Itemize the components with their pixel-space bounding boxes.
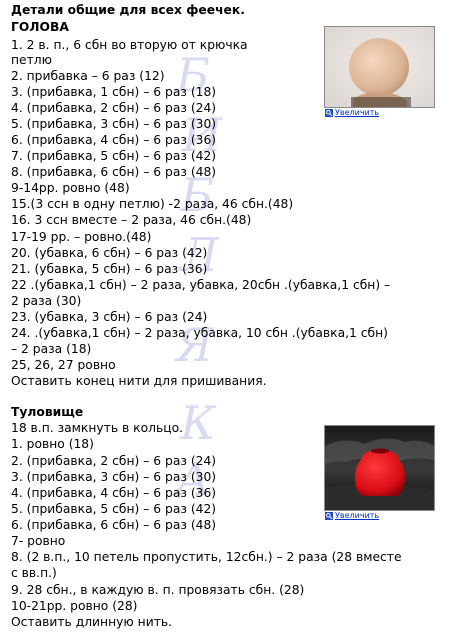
watermark-letter: Я — [176, 318, 214, 372]
text-line: 21. (убавка, 5 сбн) – 6 раз (36) — [11, 262, 208, 276]
doll-body-photo[interactable] — [324, 425, 435, 511]
text-line: 22 .(убавка,1 сбн) – 2 раза, убавка, 20сбн .(убавка,1 сбн) – — [11, 278, 391, 292]
text-line: 7. (прибавка, 5 сбн) – 6 раз (42) — [11, 149, 217, 163]
zoom-link-body[interactable] — [325, 511, 379, 520]
text-line: 18 в.п. замкнуть в кольцо. — [11, 421, 184, 435]
text-line: 4. (прибавка, 4 сбн) – 6 раз (36) — [11, 486, 217, 500]
text-line: 23. (убавка, 3 сбн) – 6 раз (24) — [11, 310, 208, 324]
document-title: Детали общие для всех феечек. — [11, 3, 245, 17]
text-line: 3. (прибавка, 1 сбн) – 6 раз (18) — [11, 85, 217, 99]
text-line: 1. ровно (18) — [11, 437, 94, 451]
watermark-letter: А — [176, 452, 211, 506]
text-line: 9. 28 сбн., в каждую в. п. провязать сбн. (28) — [11, 583, 305, 597]
zoom-label: Увеличить — [335, 511, 380, 520]
text-line: Оставить конец нити для пришивания. — [11, 374, 267, 388]
text-line: – 2 раза (18) — [11, 342, 92, 356]
text-line: 8. (2 в.п., 10 петель пропустить, 12сбн.) – 2 раза (28 вместе — [11, 550, 402, 564]
magnifier-icon — [325, 512, 333, 520]
text-line: 6. (прибавка, 6 сбн) – 6 раз (48) — [11, 518, 217, 532]
text-line: 10-21рр. ровно (28) — [11, 599, 138, 613]
text-line: 8. (прибавка, 6 сбн) – 6 раз (48) — [11, 165, 217, 179]
text-line: 2. прибавка – 6 раз (12) — [11, 69, 165, 83]
text-line: 3. (прибавка, 3 сбн) – 6 раз (30) — [11, 470, 217, 484]
text-line: 24. .(убавка,1 сбн) – 2 раза, убавка, 10 сбн .(убавка,1 сбн) — [11, 326, 388, 340]
text-line: 2. (прибавка, 2 сбн) – 6 раз (24) — [11, 454, 217, 468]
doll-head-photo[interactable] — [324, 26, 435, 108]
text-line: 2 раза (30) — [11, 294, 82, 308]
text-line: 1. 2 в. п., 6 сбн во вторую от крючка — [11, 38, 248, 52]
text-line: петлю — [11, 53, 52, 67]
text-line: 5. (прибавка, 5 сбн) – 6 раз (42) — [11, 502, 217, 516]
zoom-link-head[interactable] — [325, 108, 379, 117]
watermark-letter: Л — [180, 228, 219, 282]
doll-head-image — [325, 27, 434, 107]
text-line: 17-19 рр. – ровно.(48) — [11, 230, 152, 244]
magnifier-icon — [325, 109, 333, 117]
zoom-label: Увеличить — [335, 108, 380, 117]
watermark-letter: Б — [180, 168, 214, 222]
text-line: 4. (прибавка, 2 сбн) – 6 раз (24) — [11, 101, 217, 115]
doll-body-image — [325, 426, 434, 510]
text-line: с вв.п.) — [11, 566, 57, 580]
section-heading-body: Туловище — [11, 405, 84, 419]
text-line: 16. 3 ссн вместе – 2 раза, 46 сбн.(48) — [11, 213, 252, 227]
text-line: 9-14рр. ровно (48) — [11, 181, 130, 195]
watermark-letter: И — [182, 108, 223, 162]
text-line: 5. (прибавка, 3 сбн) – 6 раз (30) — [11, 117, 217, 131]
section-heading-head: ГОЛОВА — [11, 20, 69, 34]
text-line: 7- ровно — [11, 534, 66, 548]
text-line: 6. (прибавка, 4 сбн) – 6 раз (36) — [11, 133, 217, 147]
text-line: Оставить длинную нить. — [11, 615, 173, 629]
watermark-letter: Б — [176, 48, 210, 102]
text-line: 15.(3 ссн в одну петлю) -2 раза, 46 сбн.(48) — [11, 197, 294, 211]
text-line: 20. (убавка, 6 сбн) – 6 раз (42) — [11, 246, 208, 260]
watermark-letter: К — [180, 396, 216, 450]
text-line: 25, 26, 27 ровно — [11, 358, 116, 372]
